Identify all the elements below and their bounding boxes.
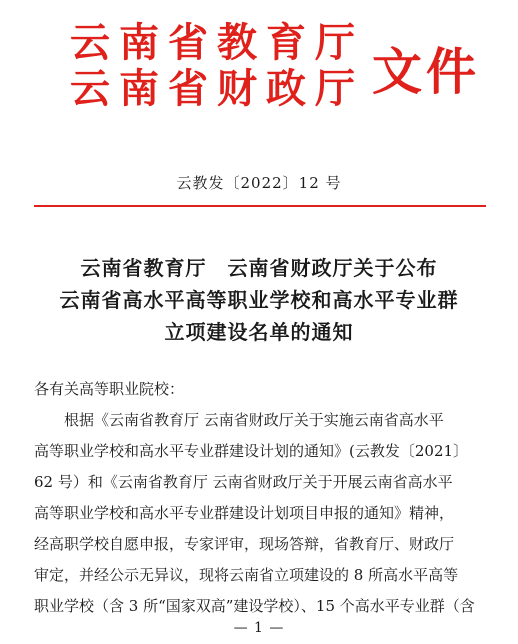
red-header	[70, 20, 490, 130]
page-number: — 1 —	[233, 620, 285, 636]
document-body	[34, 374, 486, 622]
title-line-2: 云南省高水平高等职业学校和高水平专业群	[59, 288, 459, 312]
paragraph-line: 根据《云南省教育厅 云南省财政厅关于实施云南省高水平	[64, 411, 444, 429]
paragraph-line: 高等职业学校和高水平专业群建设计划项目申报的通知》精神，	[34, 504, 455, 522]
document-number: 云教发〔2022〕12 号	[176, 174, 342, 192]
title-line-1: 云南省教育厅 云南省财政厅关于公布	[80, 256, 438, 280]
paragraph-line: 高等职业学校和高水平专业群建设计划的通知》(云教发〔2021〕	[34, 442, 469, 460]
document-title	[0, 252, 518, 348]
paragraph-line: 职业学校（含 3 所“国家双高”建设学校）、15 个高水平专业群（含	[34, 597, 475, 615]
document-type: 文件	[372, 42, 480, 101]
paragraph-line: 经高职学校自愿申报，专家评审，现场答辩，省教育厅、财政厅	[34, 535, 455, 553]
title-line-3: 立项建设名单的通知	[164, 320, 354, 344]
paragraph-line: 62 号）和《云南省教育厅 云南省财政厅关于开展云南省高水平	[34, 473, 453, 491]
issuer-education-department: 云南省教育厅	[70, 19, 364, 66]
issuer-finance-department: 云南省财政厅	[70, 65, 364, 112]
paragraph-line: 审定，并经公示无异议，现将云南省立项建设的 8 所高水平高等	[34, 566, 459, 584]
salutation: 各有关高等职业院校：	[34, 380, 185, 398]
red-separator-line	[34, 205, 486, 207]
issuing-authorities	[70, 20, 364, 112]
